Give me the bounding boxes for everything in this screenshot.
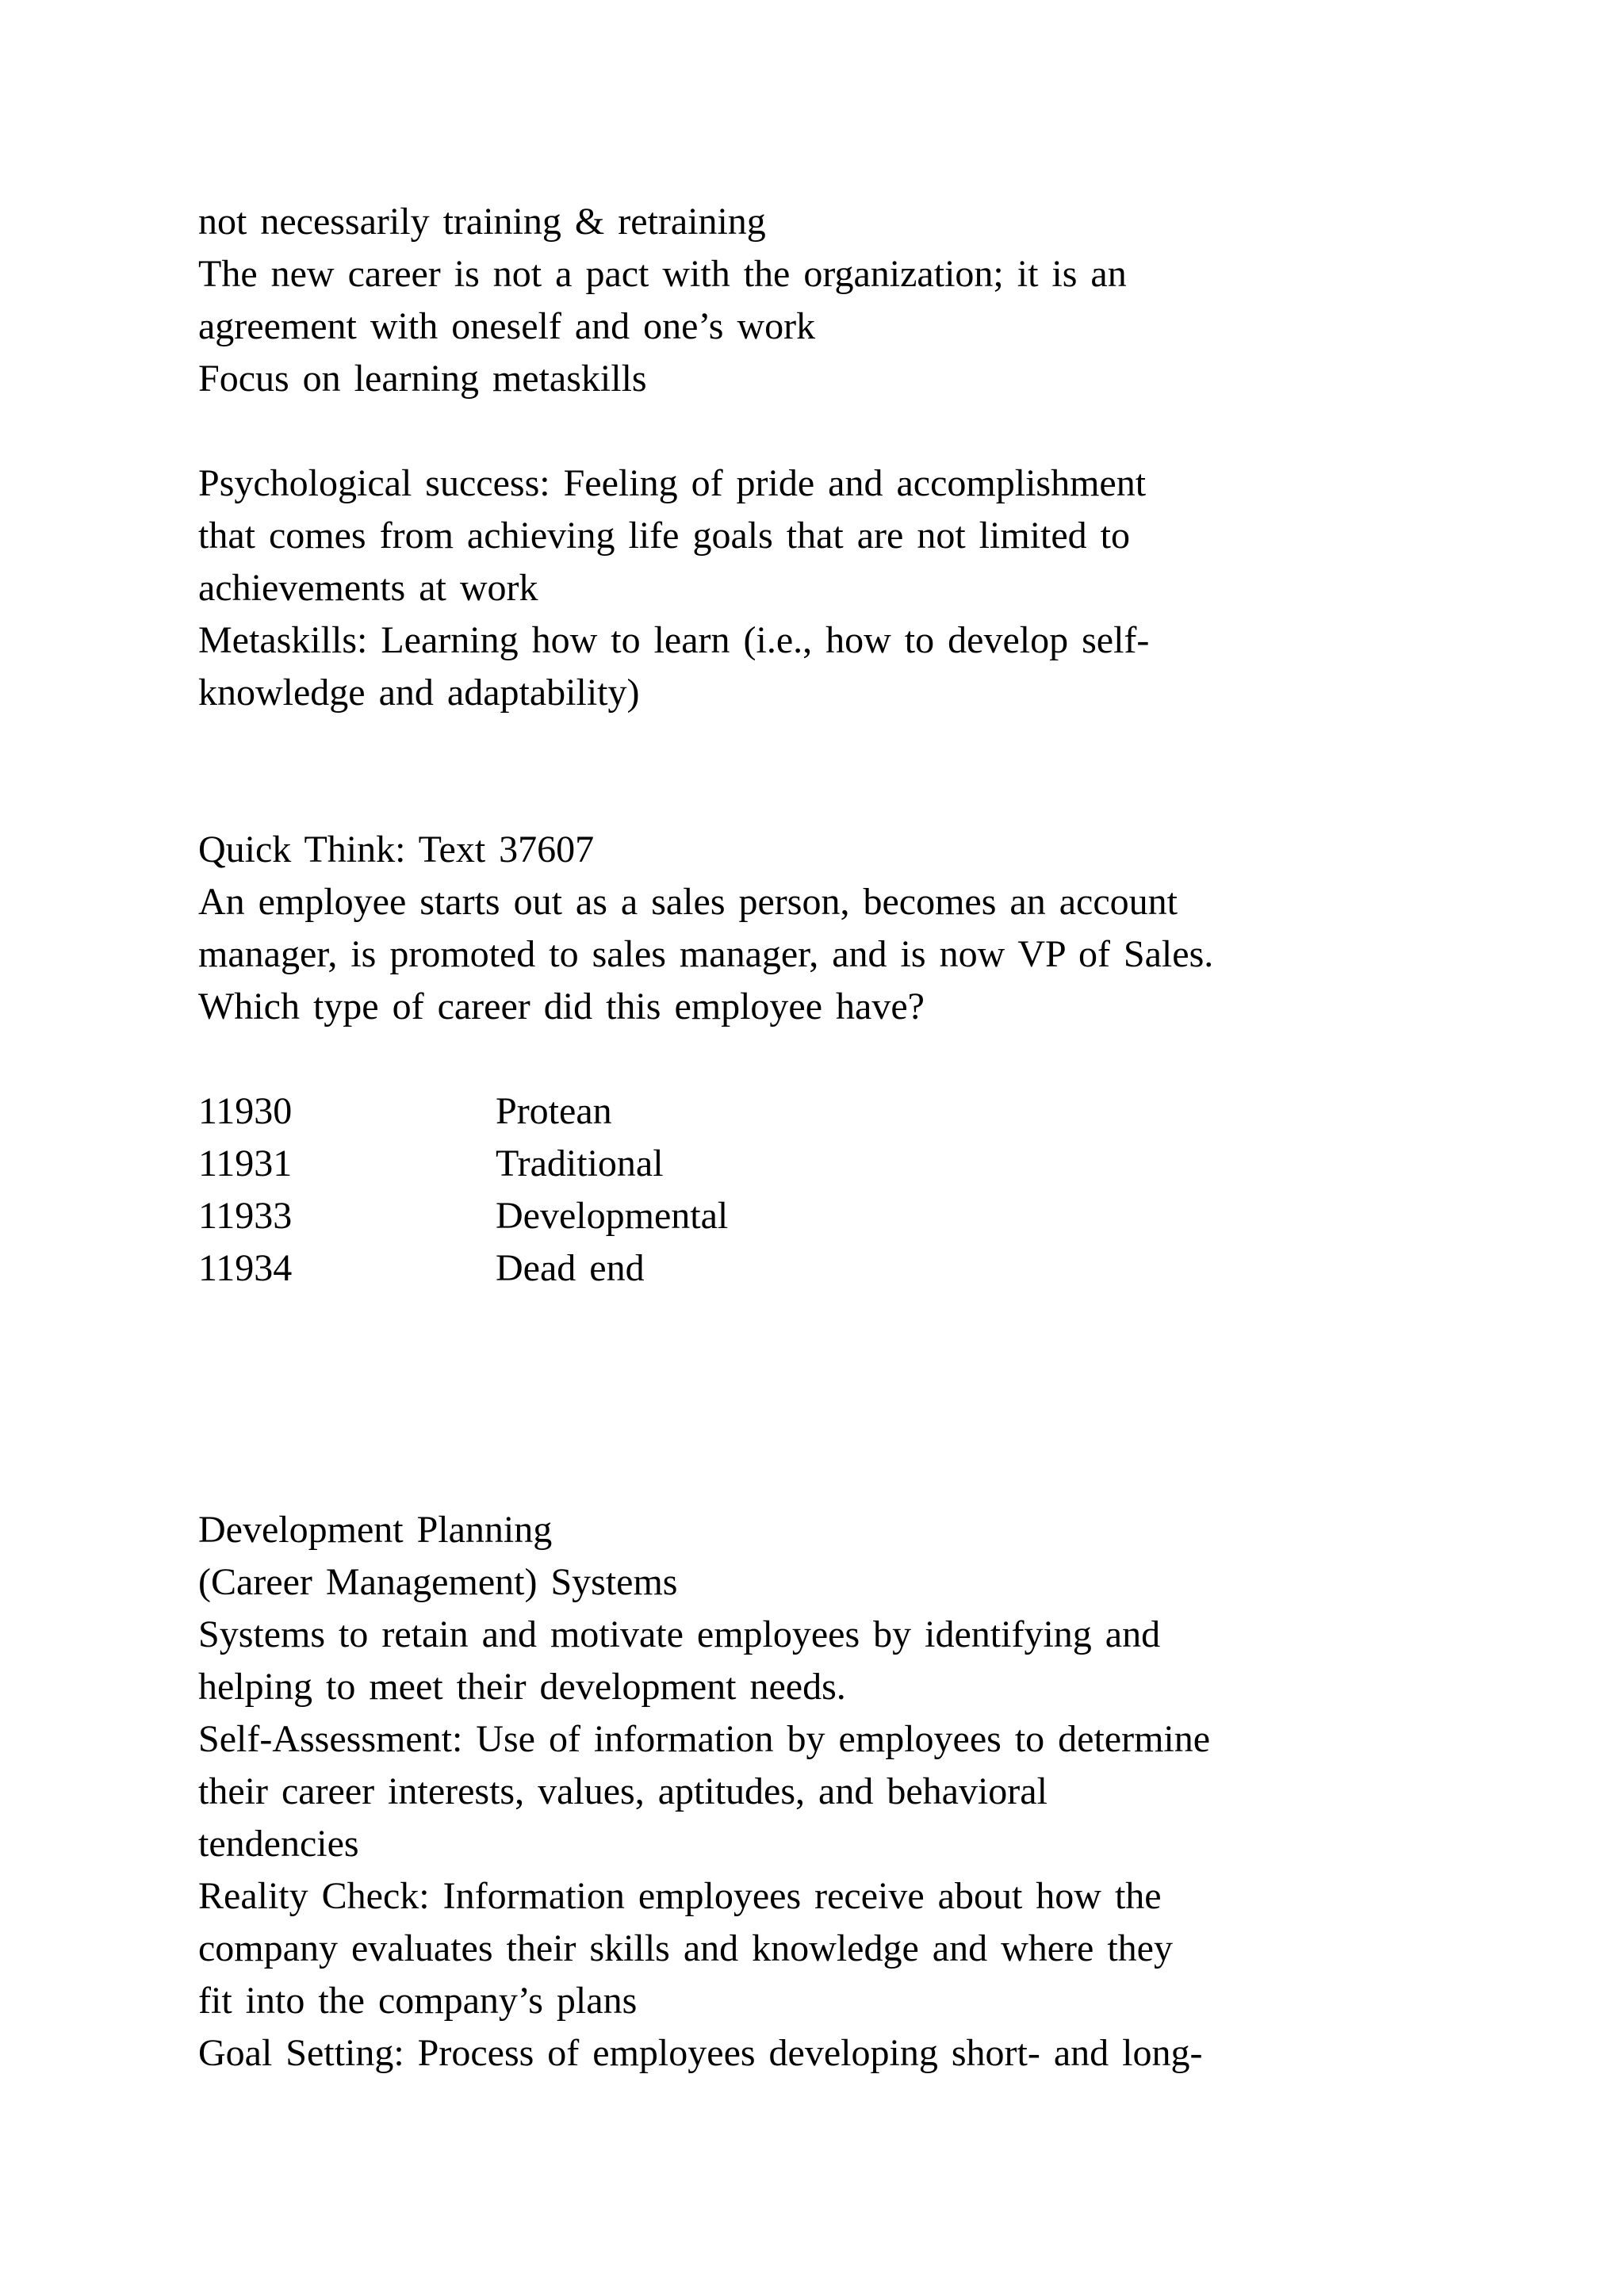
spacer — [198, 1295, 1499, 1504]
option-code: 11934 — [198, 1247, 293, 1289]
option-code: 11933 — [198, 1195, 293, 1237]
text-line: fit into the company’s plans — [198, 1980, 638, 2022]
option-label: Protean — [496, 1090, 612, 1132]
intro-section — [198, 196, 1499, 405]
option-label: Developmental — [496, 1195, 729, 1237]
text-line: The new career is not a pact with the organization; it is an — [198, 253, 1127, 295]
option-code: 11931 — [198, 1142, 293, 1184]
text-line: Goal Setting: Process of employees developing short- and long- — [198, 2032, 1203, 2074]
question-line: manager, is promoted to sales manager, and is now VP of Sales. — [198, 933, 1214, 975]
text-line: tendencies — [198, 1823, 359, 1865]
spacer — [198, 405, 1499, 457]
answer-option — [198, 1085, 1499, 1138]
text-line: agreement with oneself and one’s work — [198, 305, 816, 347]
quick-think-title: Quick Think: Text 37607 — [198, 828, 595, 871]
section-heading: (Career Management) Systems — [198, 1561, 678, 1603]
spacer — [198, 1033, 1499, 1085]
document-body — [198, 196, 1499, 2080]
question-line: An employee starts out as a sales person, becomes an account — [198, 881, 1178, 923]
text-line: Self-Assessment: Use of information by employees to determine — [198, 1718, 1211, 1760]
text-line: knowledge and adaptability) — [198, 672, 640, 714]
option-code: 11930 — [198, 1090, 293, 1132]
section-heading: Development Planning — [198, 1509, 553, 1551]
development-section — [198, 1504, 1499, 2080]
option-label: Dead end — [496, 1247, 645, 1289]
text-line: company evaluates their skills and knowledge and where they — [198, 1927, 1173, 1969]
text-line: that comes from achieving life goals that are not limited to — [198, 515, 1130, 557]
text-line: Metaskills: Learning how to learn (i.e., how to develop self- — [198, 619, 1150, 661]
answer-option — [198, 1190, 1499, 1242]
question-line: Which type of career did this employee have? — [198, 985, 925, 1027]
text-line: their career interests, values, aptitudes, and behavioral — [198, 1770, 1048, 1812]
option-label: Traditional — [496, 1142, 664, 1184]
text-line: helping to meet their development needs. — [198, 1666, 846, 1708]
text-line: Systems to retain and motivate employees by identifying and — [198, 1613, 1161, 1655]
definitions-section — [198, 457, 1499, 719]
answer-option — [198, 1242, 1499, 1295]
text-line: achievements at work — [198, 567, 538, 609]
answer-option — [198, 1138, 1499, 1190]
text-line: Psychological success: Feeling of pride and accomplishment — [198, 462, 1147, 504]
text-line: Reality Check: Information employees receive about how the — [198, 1875, 1162, 1917]
text-line: not necessarily training & retraining — [198, 201, 766, 243]
spacer — [198, 719, 1499, 824]
quick-think-section — [198, 824, 1499, 1295]
text-line: Focus on learning metaskills — [198, 358, 647, 400]
